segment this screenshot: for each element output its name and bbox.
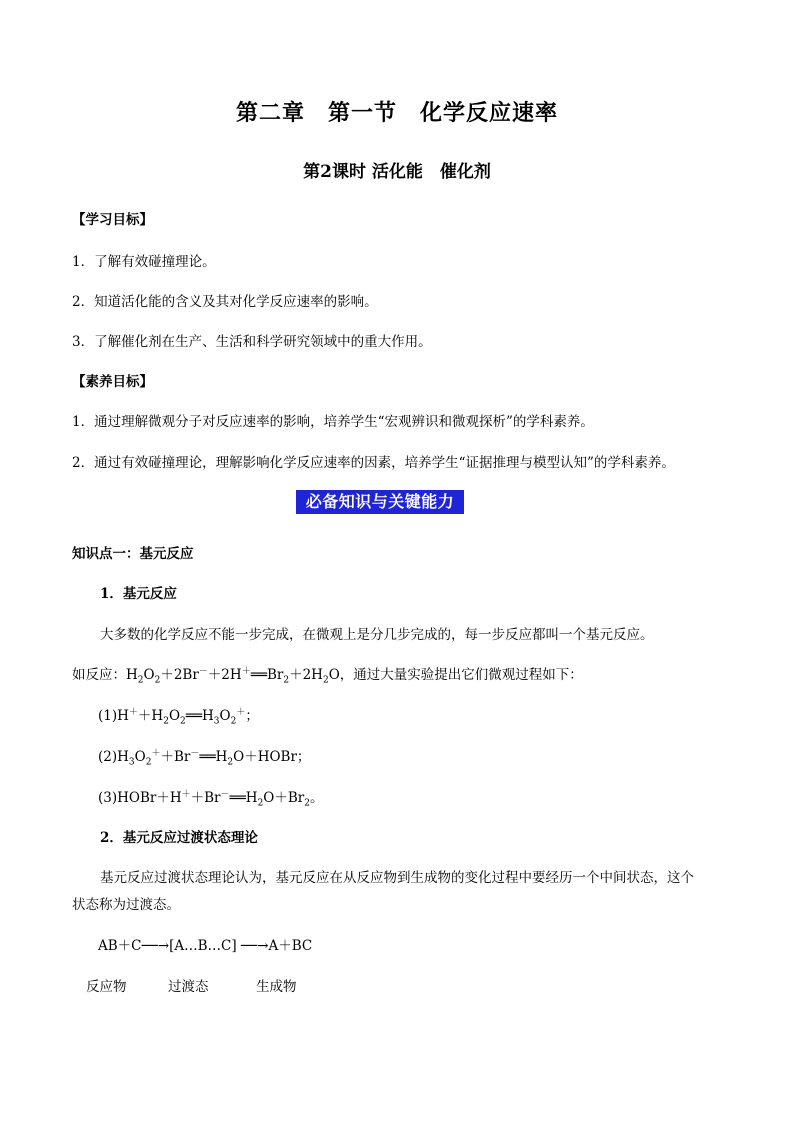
literacy-goal-item: 1．通过理解微观分子对反应速率的影响，培养学生“宏观辨识和微观探析”的学科素养。: [72, 414, 594, 430]
learning-goals-heading: 【学习目标】: [72, 212, 153, 228]
label-transition-state: 过渡态: [168, 979, 209, 995]
learning-goal-item: 3．了解催化剂在生产、生活和科学研究领域中的重大作用。: [72, 334, 432, 350]
elementary-step-3: $(3)HOBr+H^++Br^-══H_2O+Br_2$。: [98, 789, 324, 809]
section-banner: 必备知识与关键能力: [296, 490, 464, 514]
subsection-heading: 2．基元反应过渡状态理论: [100, 830, 258, 846]
elementary-step-1: $(1)H^++H_2O_2══H_3O_2^+$；: [98, 707, 259, 727]
paragraph-line: 状态称为过渡态。: [72, 897, 180, 913]
page-title: 第二章 第一节 化学反应速率: [235, 100, 558, 126]
elementary-step-2: $(2)H_3O_2^++Br^-══H_2O+HOBr$；: [98, 748, 311, 768]
paragraph-line: 基元反应过渡状态理论认为，基元反应在从反应物到生成物的变化过程中要经历一个中间状态，这个: [100, 870, 694, 886]
label-product: 生成物: [256, 979, 297, 995]
knowledge-point-heading: 知识点一：基元反应: [72, 546, 194, 562]
reaction-example: [72, 663, 583, 686]
learning-goal-item: 2．知道活化能的含义及其对化学反应速率的影响。: [72, 294, 378, 310]
transition-state-scheme: AB＋C──→[A…B…C] ──→A＋BC: [98, 938, 313, 954]
learning-goal-item: 1．了解有效碰撞理论。: [72, 254, 216, 270]
literacy-goal-item: 2．通过有效碰撞理论，理解影响化学反应速率的因素，培养学生“证据推理与模型认知”的学科素养。: [72, 455, 675, 471]
overall-equation: $H_2O_2+2Br^-+2H^+══Br_2+2H_2O$: [126, 666, 340, 686]
example-prefix: 如反应：: [72, 667, 126, 683]
label-reactant: 反应物: [86, 979, 127, 995]
lesson-subtitle: 第2课时 活化能 催化剂: [303, 162, 491, 182]
literacy-goals-heading: 【素养目标】: [72, 374, 153, 390]
paragraph: 大多数的化学反应不能一步完成，在微观上是分几步完成的，每一步反应都叫一个基元反应。: [100, 627, 654, 643]
example-suffix: ，通过大量实验提出它们微观过程如下：: [339, 667, 583, 683]
subsection-heading: 1．基元反应: [100, 586, 177, 602]
